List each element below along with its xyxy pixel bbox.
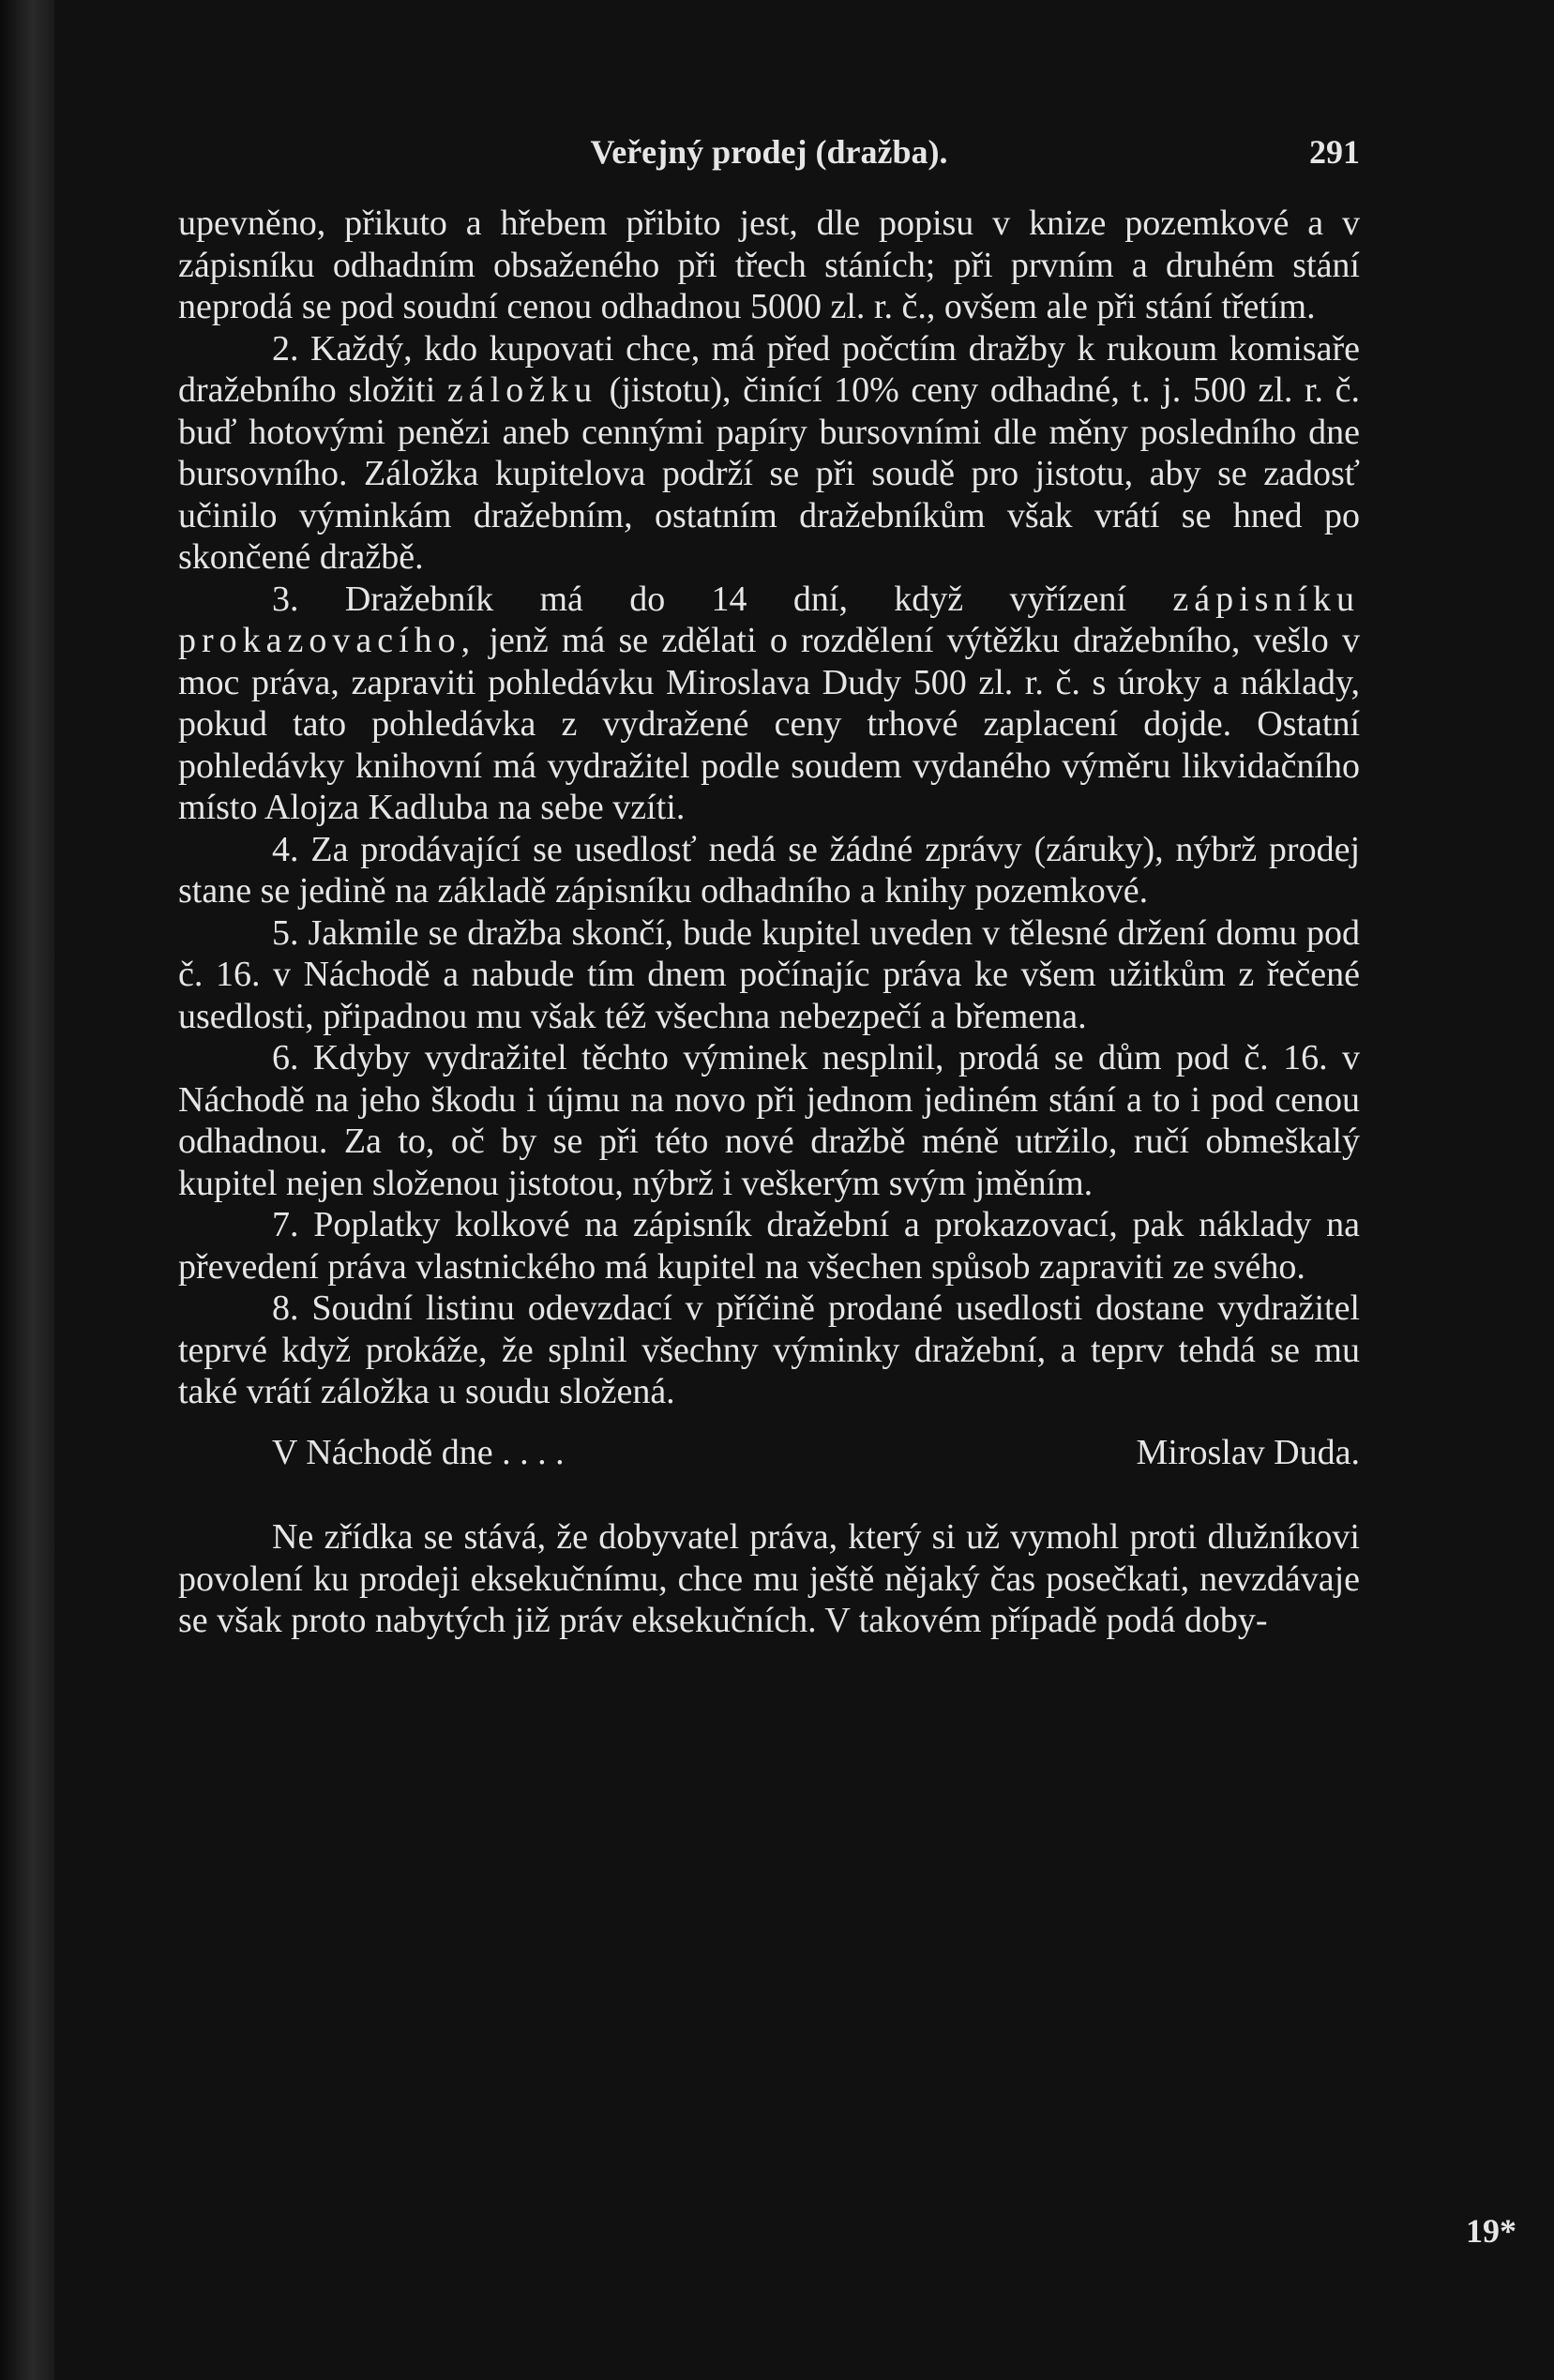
section-gap <box>178 1492 1360 1516</box>
item-2-paragraph <box>178 328 1360 579</box>
item-6-paragraph: 6. Kdyby vydražitel těchto výminek nesplnil, prodá se dům pod č. 16. v Náchodě na jeho škodu i újmu na novo při jednom jediném stání a to i pod cenou odhadnou. Za to, oč by se při této nové dražbě méně utržilo, ručí obmeškalý kupitel nejen složenou jistotou, nýbrž i veškerým svým jměním. <box>178 1038 1360 1203</box>
item-2-text-start: 2. Každý, kdo kupovati chce, má před počctím dražby k rukoum komisaře dražebního složiti <box>178 328 1360 410</box>
item-8-paragraph: 8. Soudní listinu odevzdací v příčině prodané usedlosti dostane vydražitel teprvé když prokáže, že splnil všechny výminky dražební, a teprv tehdá se mu také vrátí záložka u soudu složená. <box>178 1288 1360 1411</box>
signature-name: Miroslav Duda. <box>1136 1432 1360 1472</box>
intro-paragraph: upevněno, přikuto a hřebem přibito jest, dle popisu v knize pozemkové a v zápisníku odhadním obsaženého při třech stáních; při prvním a druhém stání neprodá se pod soudní cenou odhadnou 5000 zl. r. č., ovšem ale při stání třetím. <box>178 203 1360 326</box>
signature-mark: 19* <box>1466 2212 1516 2250</box>
item-2-spaced-term: záložku <box>446 370 598 410</box>
item-3-text-start: 3. Dražebník má do 14 dní, když vyřízení <box>272 579 1127 619</box>
item-2-text-end: (jistotu), činící 10% ceny odhadné, t. j. 500 zl. r. č. buď hotovými penězi aneb cennými papíry bursovními dle měny posledního dne bursovního. Záložka kupitelova podrží se při soudě pro jistotu, aby se zadosť učinilo výminkám dražebním, ostatním dražebníkům však vrátí se hned po skončené dražbě. <box>178 370 1360 577</box>
book-binding-edge <box>0 0 54 2380</box>
item-3-text-end: jenž má se zdělati o rozdělení výtěžku dražebního, vešlo v moc práva, zapraviti pohledávku Miroslava Dudy 500 zl. r. č. s úroky a náklady, pokud tato pohledávka z vydražené ceny trhové zaplacení dojde. Ostatní pohledávky knihovní má vydražitel podle soudem vydaného výměru likvidačního místo Alojza Kadluba na sebe vzíti. <box>178 621 1360 827</box>
closing-paragraph: Ne zřídka se stává, že dobyvatel práva, který si už vymohl proti dlužníkovi povolení ku prodeji eksekučnímu, chce mu ještě nějaký čas posečkati, nevzdávaje se však proto nabytých již práv eksekučních. V takovém případě podá doby- <box>178 1517 1360 1640</box>
running-head <box>178 131 1360 188</box>
item-7-paragraph: 7. Poplatky kolkové na zápisník dražební a prokazovací, pak náklady na převedení práva vlastnického má kupitel na všechen spůsob zapraviti ze svého. <box>178 1205 1360 1287</box>
page-body <box>178 131 1360 1642</box>
item-4-paragraph: 4. Za prodávající se usedlosť nedá se žádné zprávy (záruky), nýbrž prodej stane se jedině na základě zápisníku odhadního a knihy pozemkové. <box>178 829 1360 911</box>
item-3-paragraph <box>178 579 1360 829</box>
signature-line <box>178 1432 1360 1474</box>
item-5-paragraph: 5. Jakmile se dražba skončí, bude kupitel uveden v tělesné držení domu pod č. 16. v Náchodě a nabude tím dnem počínajíc práva ke všem užitkům z řečené usedlosti, připadnou mu však též všechna nebezpečí a břemena. <box>178 912 1360 1036</box>
running-title: Veřejný prodej (dražba). <box>590 133 948 171</box>
page-number: 291 <box>1309 133 1360 171</box>
item-3-spaced-term: zápisníku prokazovacího, <box>178 579 1360 660</box>
signature-place-date: V Náchodě dne . . . . <box>272 1432 565 1472</box>
